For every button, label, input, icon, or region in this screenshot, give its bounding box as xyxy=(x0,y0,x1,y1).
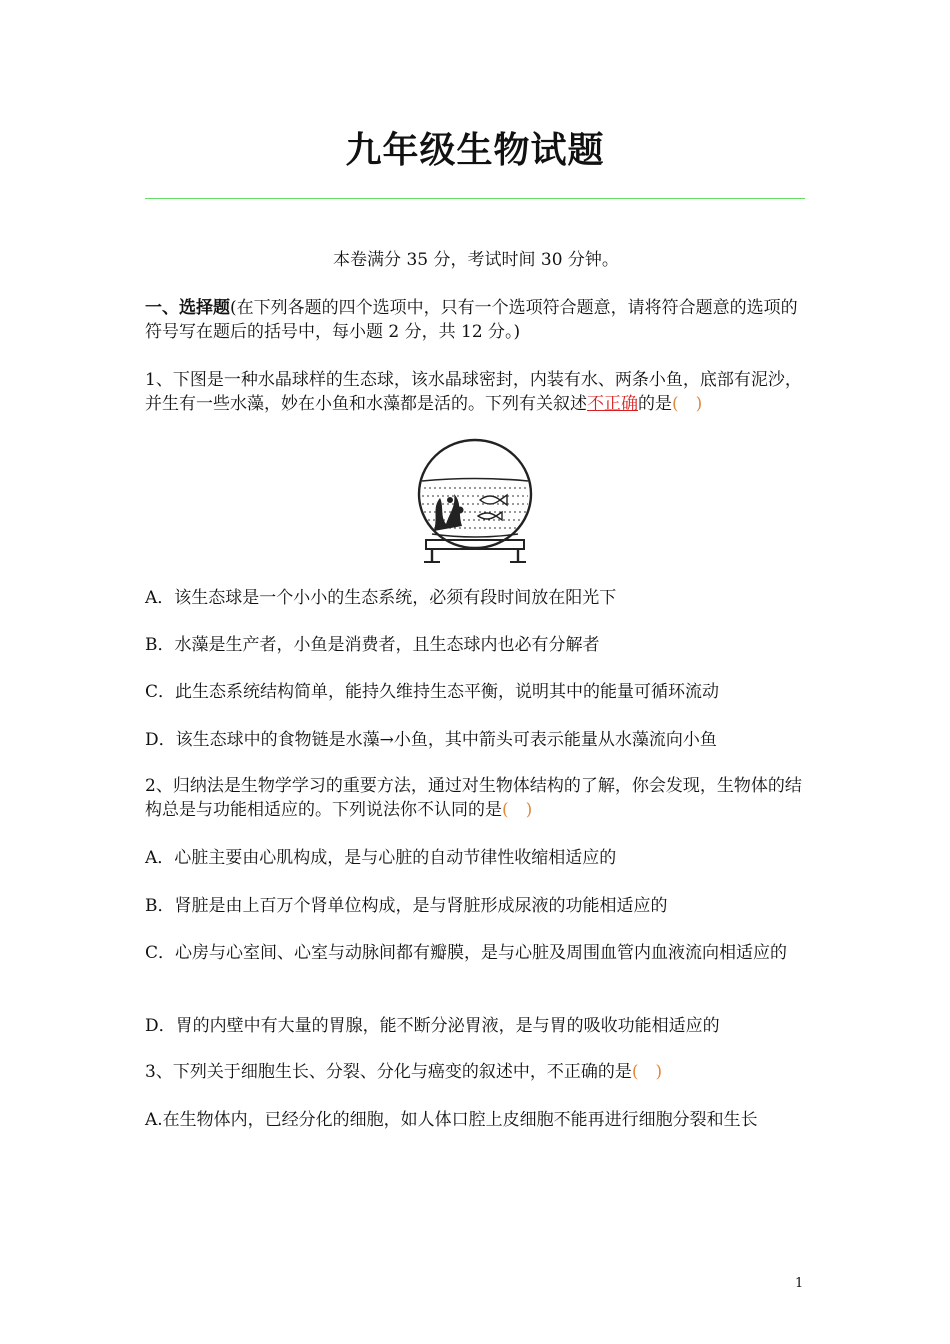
question-2-option-d: D．胃的内壁中有大量的胃腺，能不断分泌胃液，是与胃的吸收功能相适应的 xyxy=(145,1016,720,1036)
question-2-answer-paren: ( ) xyxy=(502,800,533,820)
question-2-stem xyxy=(145,774,807,822)
question-3-stem-text: 3、下列关于细胞生长、分裂、分化与癌变的叙述中，不正确的是 xyxy=(145,1062,632,1082)
question-3-option-a: A.在生物体内，已经分化的细胞，如人体口腔上皮细胞不能再进行细胞分裂和生长 xyxy=(145,1110,758,1130)
title-divider xyxy=(145,198,805,199)
ecosphere-figure xyxy=(410,436,540,568)
exam-intro: 本卷满分 35 分，考试时间 30 分钟。 xyxy=(333,250,619,270)
section-instruction: (在下列各题的四个选项中，只有一个选项符合题意，请将符合题意的选项的符号写在题后的括号中，每小题 2 分，共 12 分。) xyxy=(145,298,798,342)
question-1-option-b: B．水藻是生产者，小鱼是消费者，且生态球内也必有分解者 xyxy=(145,635,600,655)
question-1-emphasis: 不正确 xyxy=(587,394,638,414)
section-heading: 一、选择题 xyxy=(145,298,230,318)
question-3-stem xyxy=(145,1060,807,1084)
question-1-option-c: C．此生态系统结构简单，能持久维持生态平衡，说明其中的能量可循环流动 xyxy=(145,682,720,702)
question-1-stem xyxy=(145,368,807,416)
question-2-option-a: A．心脏主要由心肌构成，是与心脏的自动节律性收缩相适应的 xyxy=(145,848,617,868)
question-1-stem-pre: 1、下图是一种水晶球样的生态球，该水晶球密封，内装有水、两条小鱼，底部有泥沙，并生有一些水藻，妙在小鱼和水藻都是活的。下列有关叙述 xyxy=(145,370,802,414)
question-2-option-b: B．肾脏是由上百万个肾单位构成，是与肾脏形成尿液的功能相适应的 xyxy=(145,896,668,916)
question-1-stem-post: 的是 xyxy=(638,394,672,414)
question-1-answer-paren: ( ) xyxy=(672,394,703,414)
question-3-answer-paren: ( ) xyxy=(631,1062,663,1082)
page-title: 九年级生物试题 xyxy=(345,129,605,171)
question-2-stem-text: 2、归纳法是生物学学习的重要方法，通过对生物体结构的了解，你会发现，生物体的结构总是与功能相适应的。下列说法你不认同的是 xyxy=(145,776,802,820)
question-1-option-a: A．该生态球是一个小小的生态系统，必须有段时间放在阳光下 xyxy=(145,588,617,608)
section-heading-block xyxy=(145,296,807,344)
question-2-option-c: C．心房与心室间、心室与动脉间都有瓣膜，是与心脏及周围血管内血液流向相适应的 xyxy=(145,943,788,963)
question-1-option-d: D．该生态球中的食物链是水藻→小鱼，其中箭头可表示能量从水藻流向小鱼 xyxy=(145,730,717,750)
page-number: 1 xyxy=(795,1276,804,1291)
